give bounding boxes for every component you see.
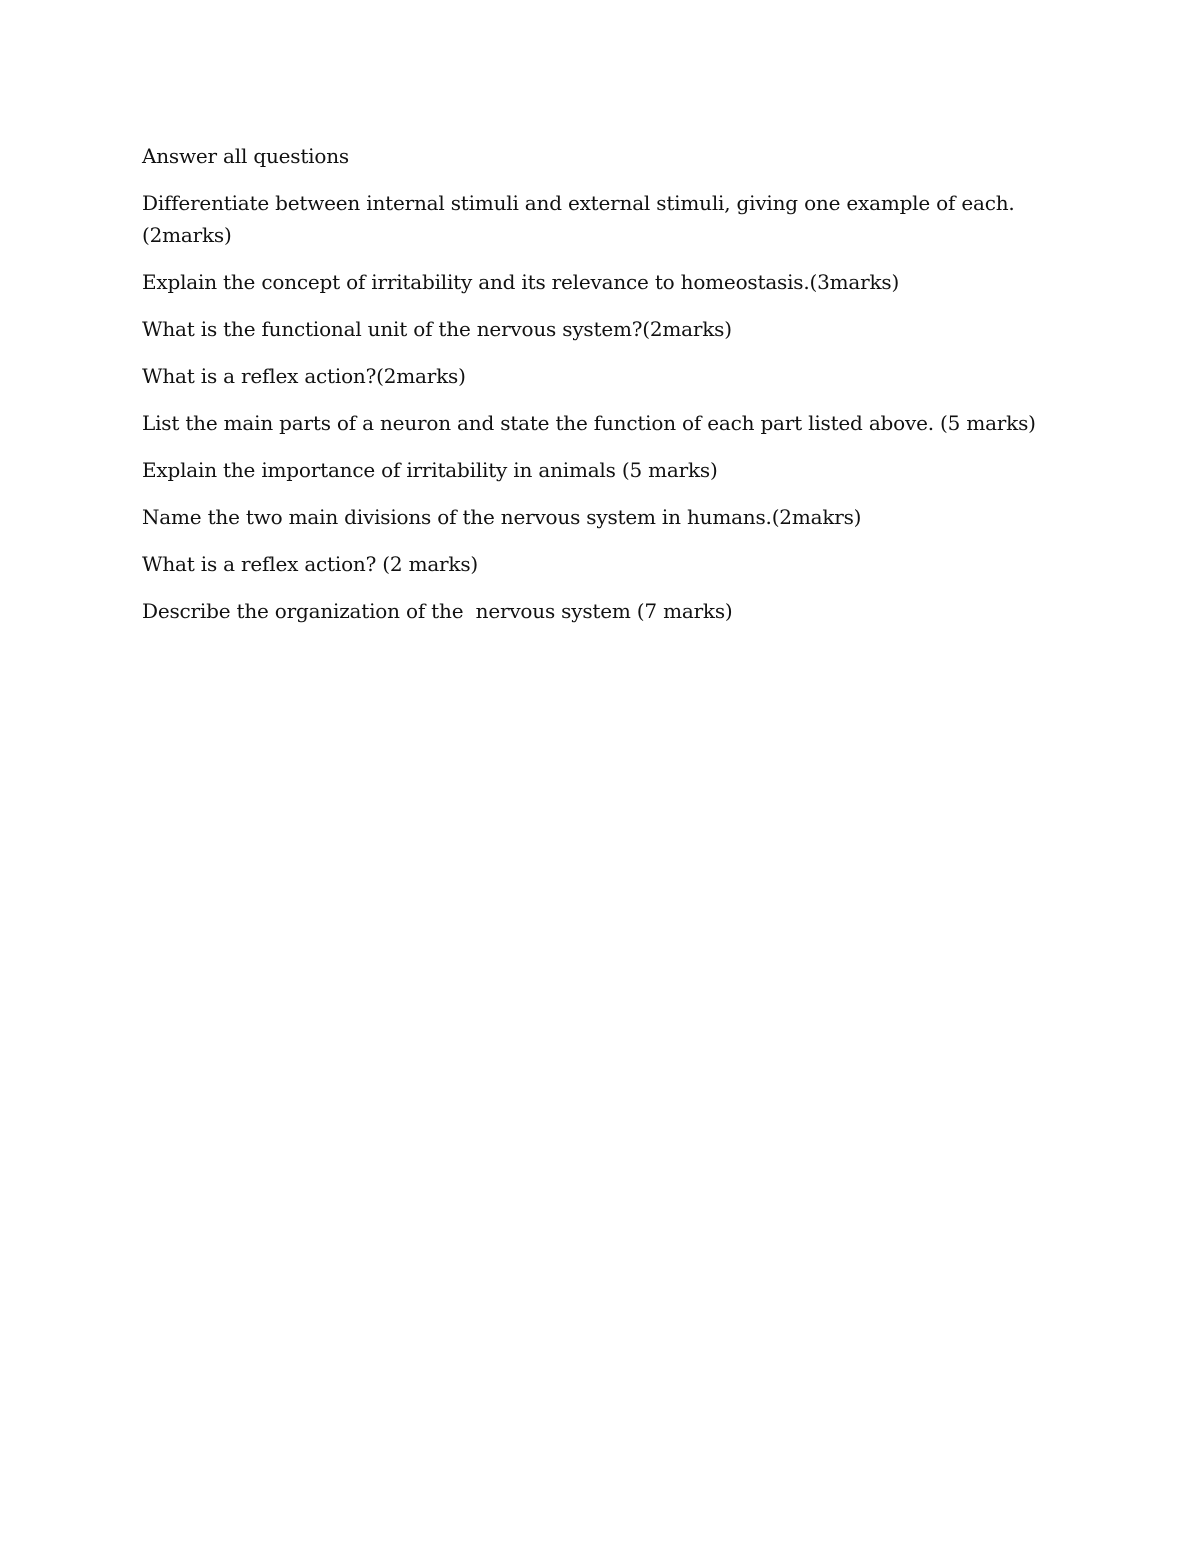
question-1: Differentiate between internal stimuli and external stimuli, giving one example of each. (2marks) <box>142 191 1015 247</box>
question-4: What is a reflex action?(2marks) <box>142 364 466 388</box>
document-body <box>142 140 1062 642</box>
question-2: Explain the concept of irritability and its relevance to homeostasis.(3marks) <box>142 270 900 294</box>
question-3: What is the functional unit of the nervous system?(2marks) <box>142 317 732 341</box>
question-5: List the main parts of a neuron and state the function of each part listed above. (5 marks) <box>142 411 1036 435</box>
question-6: Explain the importance of irritability in animals (5 marks) <box>142 458 718 482</box>
question-9: Describe the organization of the nervous system (7 marks) <box>142 599 733 623</box>
question-7: Name the two main divisions of the nervous system in humans.(2makrs) <box>142 505 862 529</box>
question-8: What is a reflex action? (2 marks) <box>142 552 479 576</box>
instruction-text: Answer all questions <box>142 144 349 168</box>
